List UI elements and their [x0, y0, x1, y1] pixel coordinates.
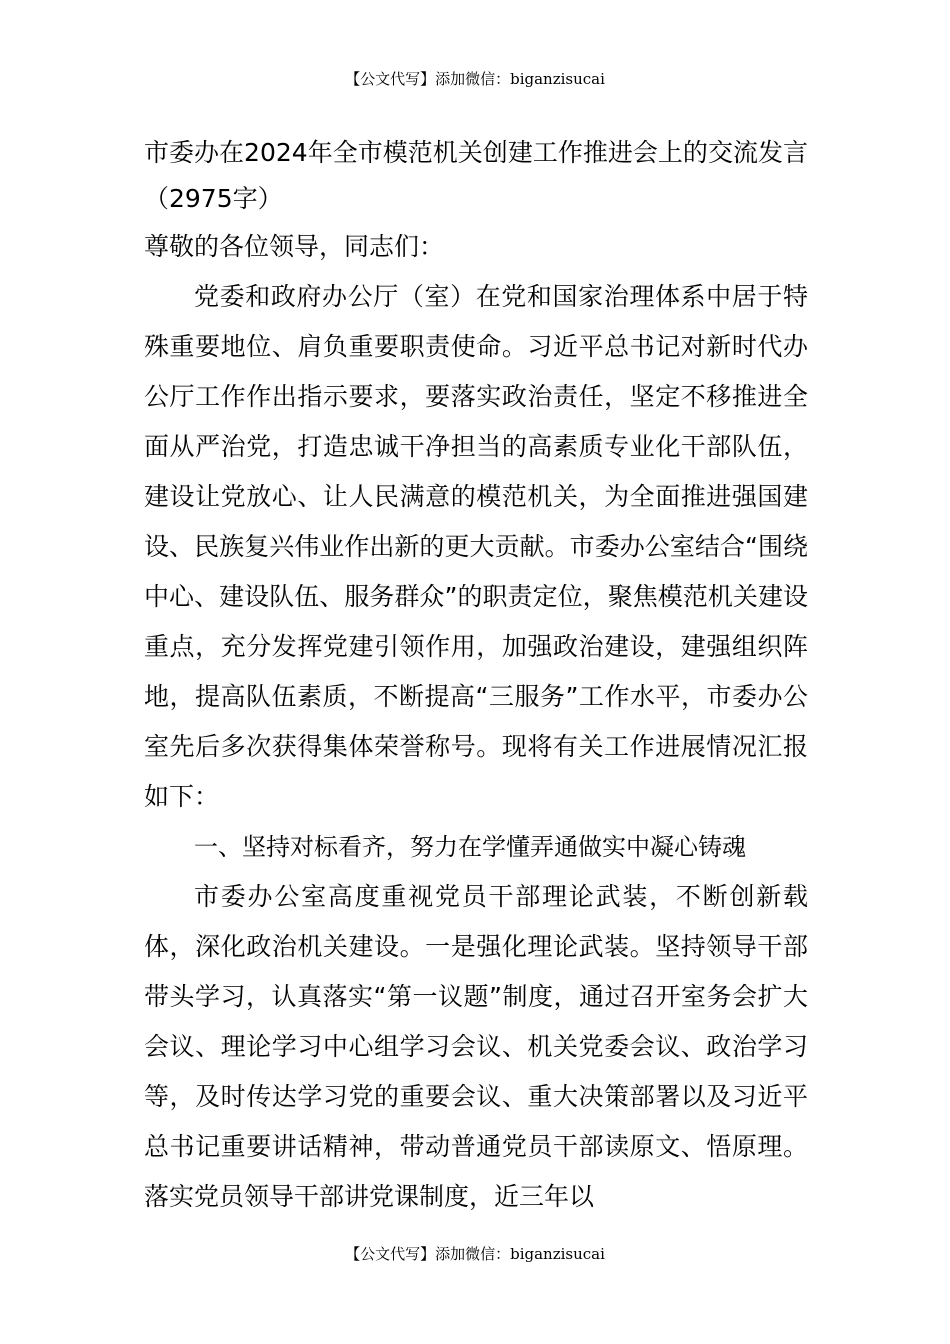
document-body [144, 130, 808, 1222]
section-heading-1: 一、坚持对标看齐，努力在学懂弄通做实中凝心铸魂 [194, 833, 746, 861]
footer-watermark-note: 【公文代写】添加微信：biganzisucai [345, 1245, 605, 1263]
header-watermark-note: 【公文代写】添加微信：biganzisucai [345, 70, 605, 88]
document-title: 市委办在2024年全市模范机关创建工作推进会上的交流发言（2975字） [144, 138, 808, 213]
section-1-paragraph: 市委办公室高度重视党员干部理论武装，不断创新载体，深化政治机关建设。一是强化理论武装。坚持领导干部带头学习，认真落实“第一议题”制度，通过召开室务会扩大会议、理论学习中心组学习会议、机关党委会议、政治学习等，及时传达学习党的重要会议、重大决策部署以及习近平总书记重要讲话精神，带动普通党员干部读原文、悟原理。落实党员领导干部讲党课制度，近三年以 [144, 882, 808, 1211]
intro-paragraph: 党委和政府办公厅（室）在党和国家治理体系中居于特殊重要地位、肩负重要职责使命。习近平总书记对新时代办公厅工作作出指示要求，要落实政治责任，坚定不移推进全面从严治党，打造忠诚干净担当的高素质专业化干部队伍，建设让党放心、让人民满意的模范机关，为全面推进强国建设、民族复兴伟业作出新的更大贡献。市委办公室结合“围绕中心、建设队伍、服务群众”的职责定位，聚焦模范机关建设重点，充分发挥党建引领作用，加强政治建设，建强组织阵地，提高队伍素质，不断提高“三服务”工作水平，市委办公室先后多次获得集体荣誉称号。现将有关工作进展情况汇报如下： [144, 282, 808, 811]
greeting-line: 尊敬的各位领导，同志们： [144, 232, 445, 261]
